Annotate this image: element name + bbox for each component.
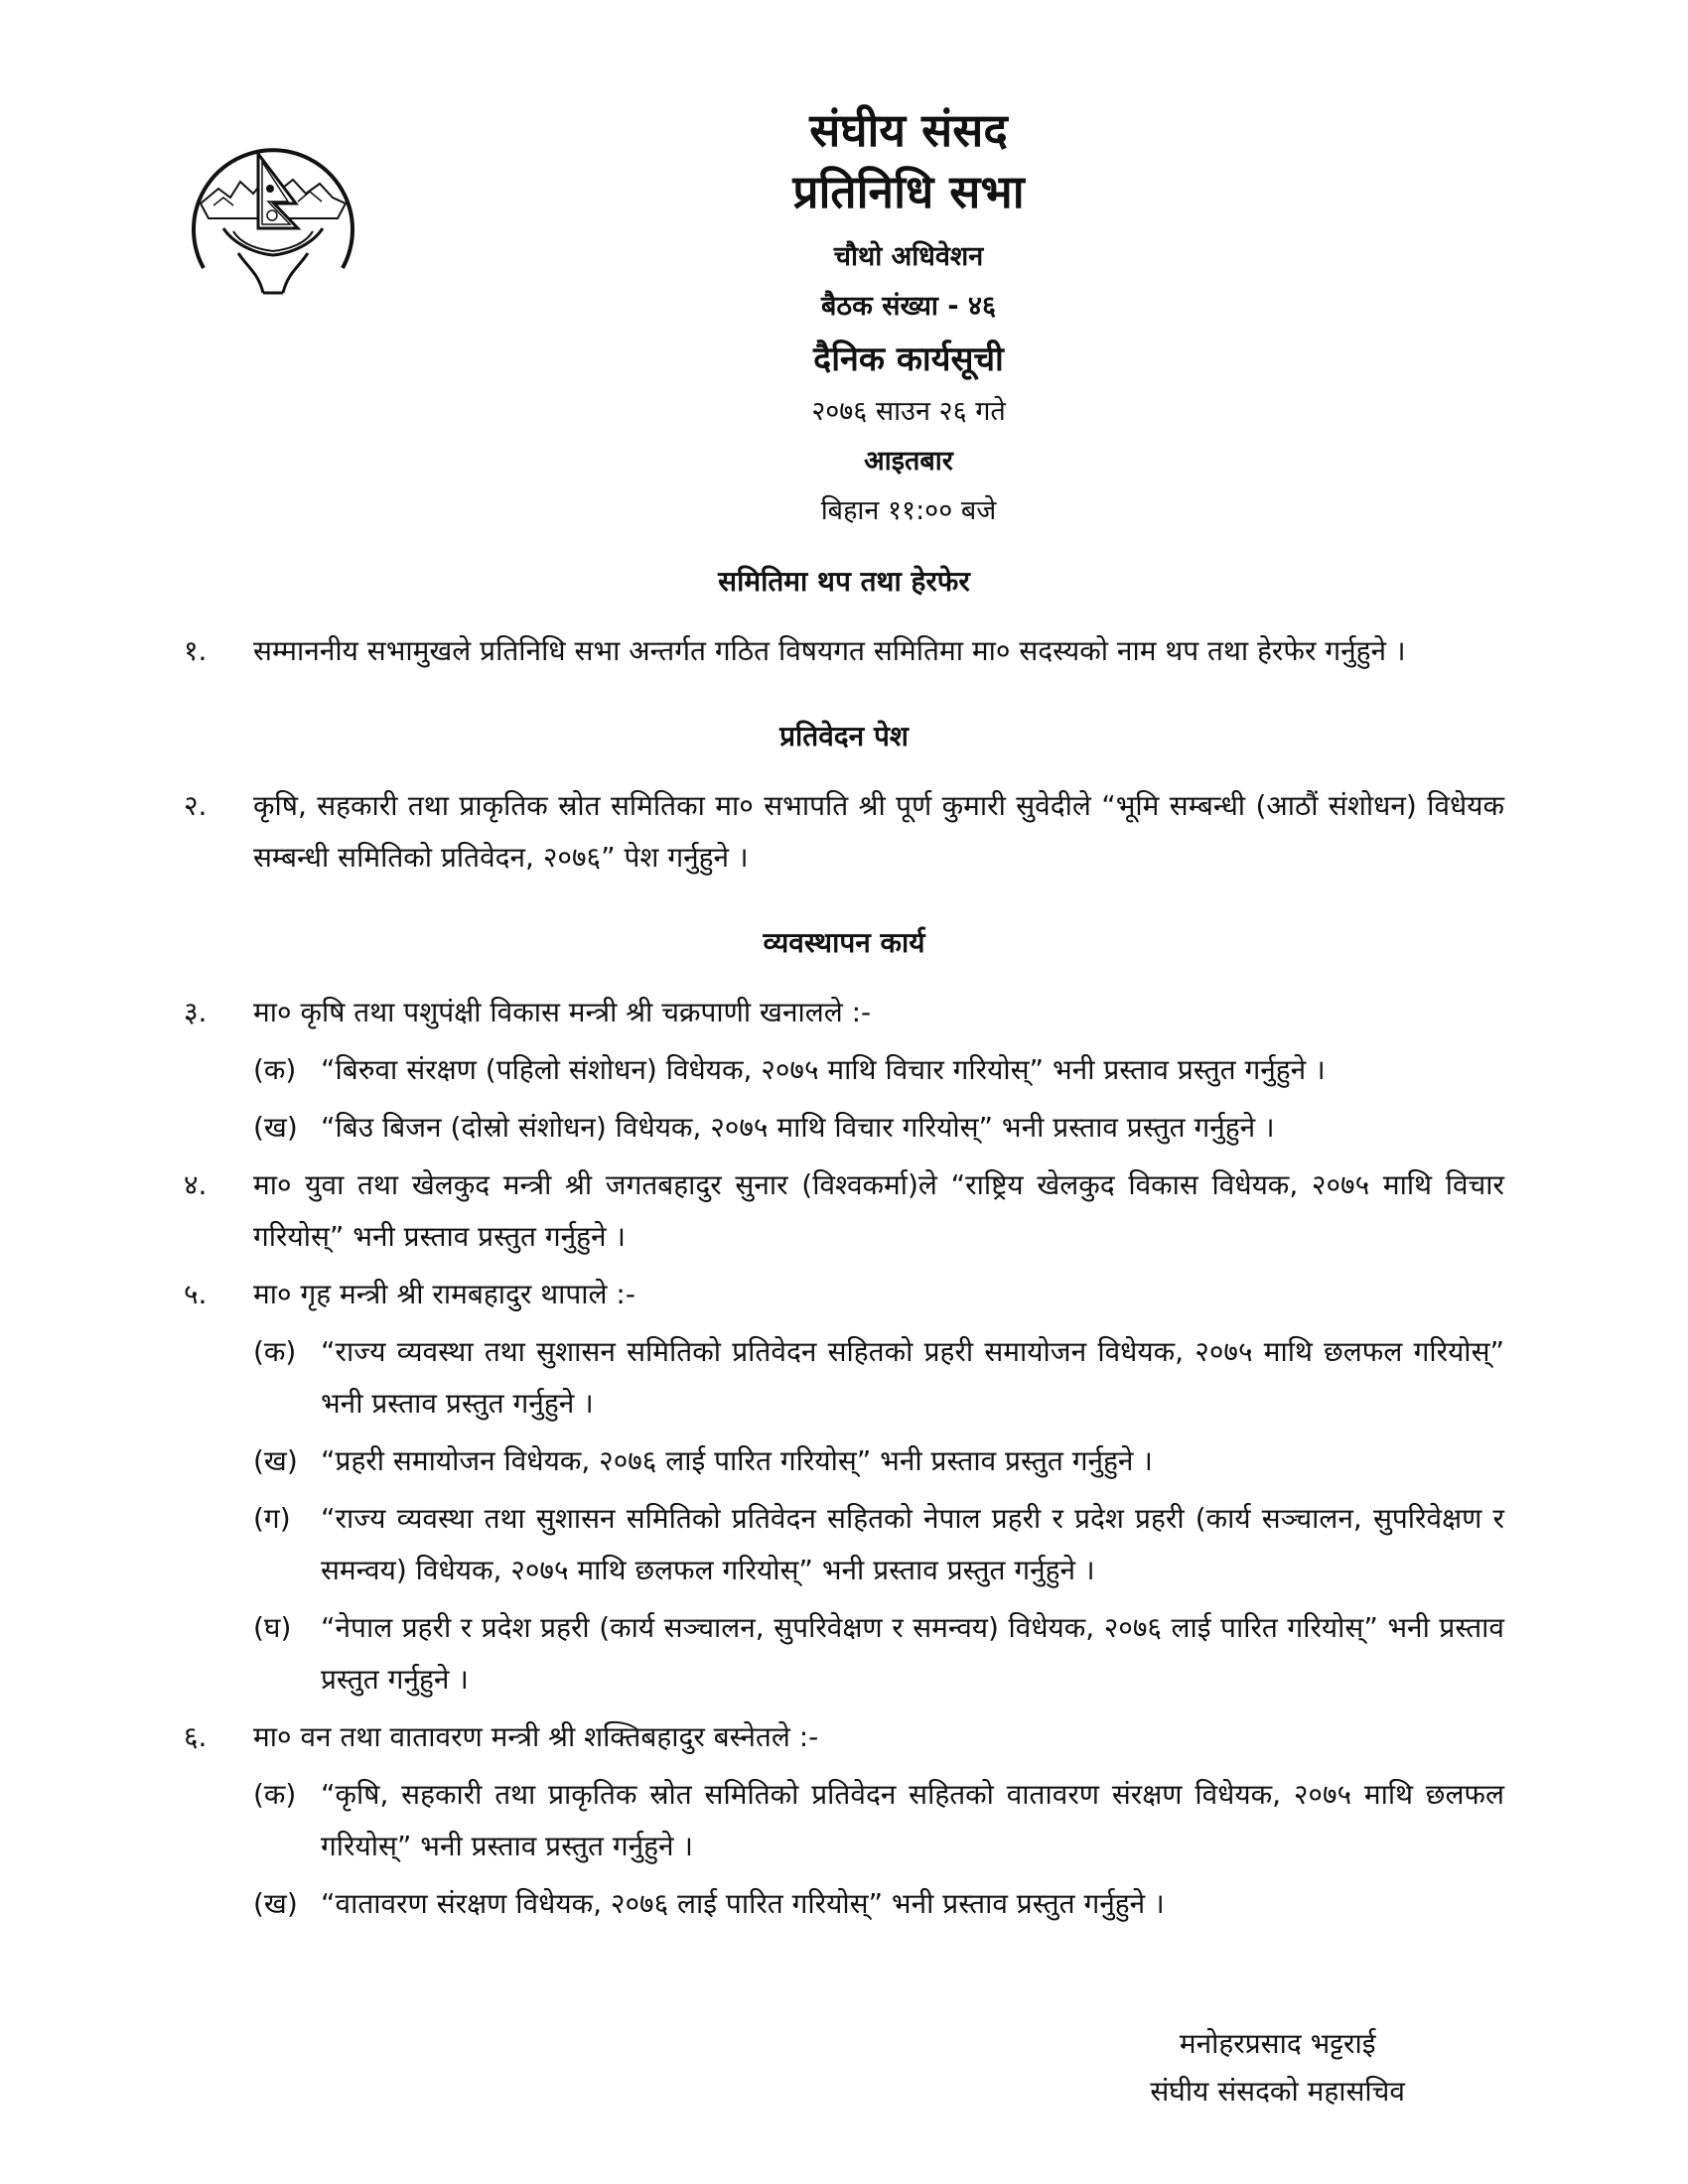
sub-item-mark: (ग) (253, 1502, 291, 1535)
item-number: ६. (184, 1720, 208, 1753)
sub-item-mark: (क) (253, 1335, 297, 1368)
item-text: कृषि, सहकारी तथा प्राकृतिक स्रोत समितिका मा० सभापति श्री पूर्ण कुमारी सुवेदीले “भूमि सम्बन्धी (आठौं संशोधन) विधेयक सम्बन्धी समितिको प्रतिवेदन, २०७६” पेश गर्नुहुने । (253, 789, 1504, 874)
signatory-name: मनोहरप्रसाद भट्टराई (1179, 2027, 1376, 2060)
sub-item-text: “वातावरण संरक्षण विधेयक, २०७६ लाई पारित गरियोस्” भनी प्रस्ताव प्रस्तुत गर्नुहुने । (321, 1887, 1165, 1920)
sub-item-text: “बिउ बिजन (दोस्रो संशोधन) विधेयक, २०७५ माथि विचार गरियोस्” भनी प्रस्ताव प्रस्तुत गर्नुहुने । (321, 1111, 1275, 1144)
agenda-item (184, 987, 1504, 1038)
agenda-sub-item (253, 1602, 1504, 1706)
house-title: प्रतिनिधि सभा (792, 165, 1025, 218)
sub-item-text: “कृषि, सहकारी तथा प्राकृतिक स्रोत समितिको प्रतिवेदन सहितको वातावरण संरक्षण विधेयक, २०७५ माथि छलफल गरियोस्” भनी प्रस्ताव प्रस्तुत गर्नुहुने । (321, 1778, 1504, 1862)
item-number: ३. (184, 996, 208, 1028)
agenda-item (184, 1711, 1504, 1763)
section-heading-report: प्रतिवेदन पेश (779, 720, 909, 752)
sub-item-mark: (क) (253, 1053, 297, 1086)
section-heading-committee: समितिमा थप तथा हेरफेर (718, 565, 970, 598)
daily-agenda-title: दैनिक कार्यसूची (813, 340, 1004, 379)
item-number: १. (184, 634, 208, 667)
sub-item-mark: (घ) (253, 1611, 292, 1644)
meeting-weekday: आइतबार (864, 446, 953, 477)
agenda-sub-item (253, 1044, 1504, 1096)
item-text: सम्माननीय सभामुखले प्रतिनिधि सभा अन्तर्गत गठित विषयगत समितिमा मा० सदस्यको नाम थप तथा हेरफेर गर्नुहुने । (253, 634, 1406, 667)
item-number: ५. (184, 1278, 208, 1310)
agenda-sub-item (253, 1878, 1504, 1930)
agenda-item (184, 625, 1504, 677)
agenda-item (184, 1269, 1504, 1320)
agenda-sub-item (253, 1493, 1504, 1596)
sub-item-text: “राज्य व्यवस्था तथा सुशासन समितिको प्रतिवेदन सहितको प्रहरी समायोजन विधेयक, २०७५ माथि छलफल गरियोस्” भनी प्रस्ताव प्रस्तुत गर्नुहुने । (321, 1335, 1504, 1420)
meeting-time: बिहान ११:०० बजे (820, 495, 997, 526)
sub-item-mark: (क) (253, 1778, 297, 1811)
sub-item-mark: (ख) (253, 1111, 298, 1144)
agenda-sub-item (253, 1435, 1504, 1487)
section-heading-legislative: व्यवस्थापन कार्य (763, 926, 925, 959)
agenda-header (0, 99, 1688, 536)
item-text: मा० गृह मन्त्री श्री रामबहादुर थापाले :- (253, 1278, 635, 1310)
agenda-item (184, 780, 1504, 884)
parliament-title: संघीय संसद (809, 103, 1008, 157)
sub-item-text: “प्रहरी समायोजन विधेयक, २०७६ लाई पारित गरियोस्” भनी प्रस्ताव प्रस्तुत गर्नुहुने । (321, 1444, 1153, 1477)
sub-item-text: “नेपाल प्रहरी र प्रदेश प्रहरी (कार्य सञ्चालन, सुपरिवेक्षण र समन्वय) विधेयक, २०७६ लाई पारित गरियोस्” भनी प्रस्ताव प्रस्तुत गर्नुहुने । (321, 1611, 1504, 1696)
session-label: चौथो अधिवेशन (833, 241, 984, 272)
meeting-number: बैठक संख्या - ४६ (820, 291, 997, 322)
sub-item-mark: (ख) (253, 1887, 298, 1920)
agenda-sub-item (253, 1102, 1504, 1154)
signatory-designation: संघीय संसदको महासचिव (1150, 2075, 1405, 2108)
sub-item-mark: (ख) (253, 1444, 298, 1477)
sub-item-text: “बिरुवा संरक्षण (पहिलो संशोधन) विधेयक, २०७५ माथि विचार गरियोस्” भनी प्रस्ताव प्रस्तुत गर्नुहुने । (321, 1053, 1326, 1086)
sub-item-text: “राज्य व्यवस्था तथा सुशासन समितिको प्रतिवेदन सहितको नेपाल प्रहरी र प्रदेश प्रहरी (कार्य सञ्चालन, सुपरिवेक्षण र समन्वय) विधेयक, २०७५ माथि छलफल गरियोस्” भनी प्रस्ताव प्रस्तुत गर्नुहुने । (321, 1502, 1504, 1586)
item-text: मा० कृषि तथा पशुपंक्षी विकास मन्त्री श्री चक्रपाणी खनालले :- (253, 996, 872, 1028)
item-number: २. (184, 789, 208, 822)
agenda-sub-item (253, 1326, 1504, 1430)
item-text: मा० वन तथा वातावरण मन्त्री श्री शक्तिबहादुर बस्नेतले :- (253, 1720, 819, 1753)
agenda-sub-item (253, 1769, 1504, 1872)
signature-block (1150, 2020, 1405, 2116)
agenda-body (184, 556, 1504, 1934)
meeting-date: २०७६ साउन २६ गते (811, 396, 1006, 427)
item-text: मा० युवा तथा खेलकुद मन्त्री श्री जगतबहादुर सुनार (विश्वकर्मा)ले “राष्ट्रिय खेलकुद विकास विधेयक, २०७५ माथि विचार गरियोस्” भनी प्रस्ताव प्रस्तुत गर्नुहुने । (253, 1168, 1504, 1253)
agenda-item (184, 1160, 1504, 1263)
item-number: ४. (184, 1168, 208, 1201)
